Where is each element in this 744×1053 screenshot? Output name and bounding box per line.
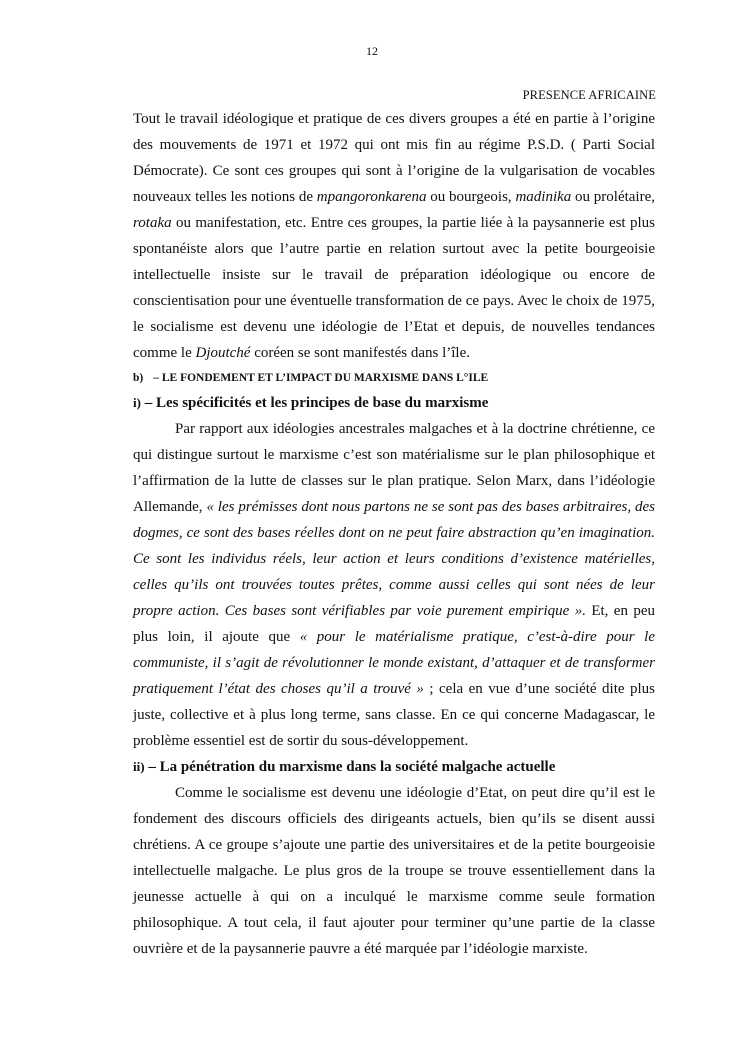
subsection-title: – Les spécificités et les principes de base du marxisme bbox=[140, 395, 489, 411]
text-run: coréen se sont manifestés dans l’île. bbox=[250, 345, 470, 361]
section-label: b) bbox=[133, 372, 144, 384]
text-run: ; cela en vue d’une société dite plus juste, collective et à plus long terme, sans classe. En ce qui concerne Madagascar, le problème essentiel est de sortir du sous-développement. bbox=[133, 681, 655, 749]
paragraph-marx bbox=[133, 416, 655, 754]
text-run: Tout le travail idéologique et pratique de ces divers groupes a été en partie à l’origine des mouvements de 1971 et 1972 qui ont mis fin au régime P.S.D. ( Parti Social Démocrate). Ce sont ces groupes qui sont à l’origine de la vulgarisation de vocables nouveaux telles les notions de bbox=[133, 111, 655, 205]
subsection-heading-i bbox=[133, 390, 655, 416]
subsection-label: ii) bbox=[133, 759, 145, 774]
quotation: « les prémisses dont nous partons ne se sont pas des bases arbitraires, des dogmes, ce sont des bases réelles dont on ne peut faire abstraction qu’en imagination. Ce sont les individus réels, leur action et leurs conditions d’existence matérielles, celles qu’ils ont trouvées toutes prêtes, comme aussi celles qui sont nées de leur propre action. Ces bases sont vérifiables par voie purement empirique ». bbox=[133, 499, 655, 619]
italic-term: madinika bbox=[515, 189, 572, 205]
section-title: – LE FONDEMENT ET L’IMPACT DU MARXISME DANS L°ILE bbox=[153, 372, 489, 384]
italic-term: mpangoronkarena bbox=[316, 189, 427, 205]
subsection-label: i) bbox=[133, 395, 141, 410]
section-heading bbox=[133, 366, 655, 390]
text-run: ou bourgeois, bbox=[426, 189, 516, 205]
text-run: Par rapport aux idéologies ancestrales malgaches et à la doctrine chrétienne, ce qui distingue surtout le marxisme c’est son matérialisme sur le plan philosophique et l’affirmation de la lutte de classes sur le plan pratique. Selon Marx, dans l’idéologie Allemande, bbox=[133, 421, 655, 515]
italic-term: Djoutché bbox=[195, 345, 251, 361]
running-header: PRESENCE AFRICAINE bbox=[522, 88, 656, 102]
document-body bbox=[133, 106, 655, 962]
text-run: ou manifestation, etc. Entre ces groupes, la partie liée à la paysannerie est plus spontanéiste alors que l’autre partie en relation surtout avec la petite bourgeoisie intellectuelle insiste sur le travail de préparation idéologique ou encore de conscientisation pour une éventuelle transformation de ce pays. Avec le choix de 1975, le socialisme est devenu une idéologie de l’Etat et depuis, de nouvelles tendances comme le bbox=[133, 215, 655, 361]
text-run: ou prolétaire, bbox=[571, 189, 656, 205]
text-run: Et, en peu plus loin, il ajoute que bbox=[133, 603, 655, 645]
page-number: 12 bbox=[366, 44, 378, 58]
subsection-heading-ii bbox=[133, 754, 655, 780]
paragraph-intro bbox=[133, 106, 655, 366]
quotation: « pour le matérialisme pratique, c’est-à-dire pour le communiste, il s’agit de révolutionner le monde existant, d’attaquer et de transformer pratiquement l’état des choses qu’il a trouvé » bbox=[133, 629, 655, 697]
subsection-title: – La pénétration du marxisme dans la société malgache actuelle bbox=[144, 759, 556, 775]
italic-term: rotaka bbox=[133, 215, 172, 231]
paragraph-penetration: Comme le socialisme est devenu une idéologie d’Etat, on peut dire qu’il est le fondement des discours officiels des dirigeants actuels, bien qu’ils se disent aussi chrétiens. A ce groupe s’ajoute une partie des universitaires et de la petite bourgeoisie intellectuelle malgache. Le plus gros de la troupe se trouve essentiellement dans la jeunesse actuelle à qui on a inculqué le marxisme comme seule formation philosophique. A tout cela, il faut ajouter pour terminer qu’une partie de la classe ouvrière et de la paysannerie pauvre a été marquée par l’idéologie marxiste. bbox=[133, 785, 655, 957]
